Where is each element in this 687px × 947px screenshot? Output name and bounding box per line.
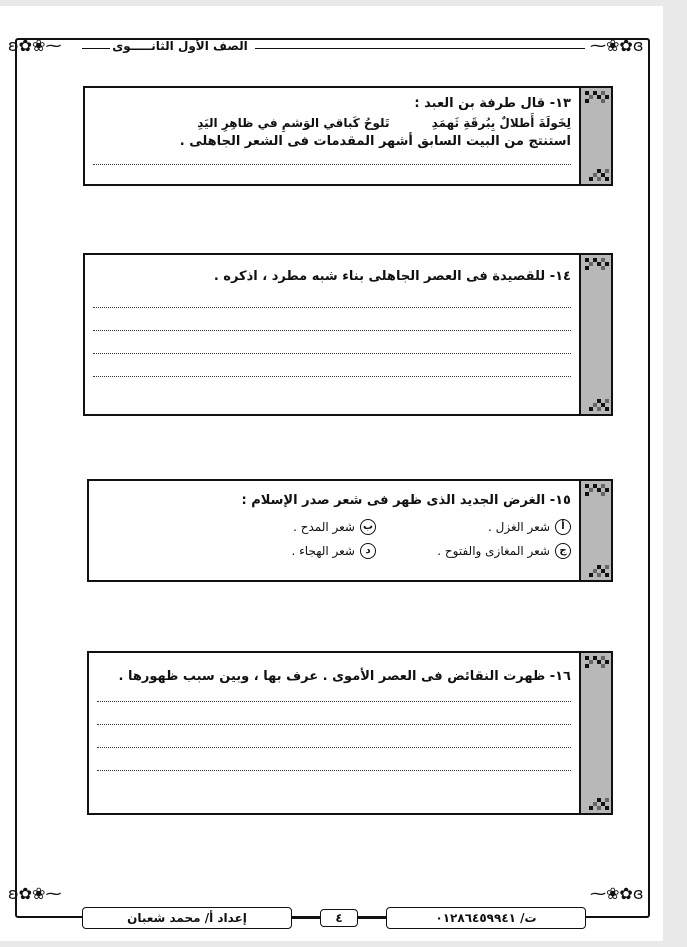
decor-strip xyxy=(579,88,611,184)
answer-line[interactable] xyxy=(97,770,571,771)
answer-line[interactable] xyxy=(93,307,571,308)
option-letter-a: أ xyxy=(555,519,571,535)
answer-line[interactable] xyxy=(97,747,571,748)
phone-number: ت/ ٠١٢٨٦٤٥٩٩٤١ xyxy=(386,907,586,929)
corner-ornament-icon: ⁓❀✿ɞ xyxy=(590,884,644,903)
answer-line[interactable] xyxy=(93,376,571,377)
verse-first-half: لِخَولَةَ أَطلالٌ بِبُرقَةِ ثَهمَدِ xyxy=(431,116,571,130)
header-rule xyxy=(255,48,585,49)
corner-ornament-icon: ʚ✿❀⁓ xyxy=(8,884,62,903)
option-a[interactable] xyxy=(396,517,571,537)
question-16-box xyxy=(87,651,613,815)
question-14-box xyxy=(83,253,613,416)
answer-line[interactable] xyxy=(93,353,571,354)
page-sheet xyxy=(0,6,663,941)
question-16-title: ١٦- ظهرت النقائض فى العصر الأموى . عرف بها ، وبين سبب ظهورها . xyxy=(118,669,571,684)
footer-rule xyxy=(292,918,320,919)
option-letter-b: ب xyxy=(360,519,376,535)
option-text: شعر الهجاء . xyxy=(291,544,355,558)
option-d[interactable] xyxy=(201,541,376,561)
option-letter-c: ج xyxy=(555,543,571,559)
question-15-box xyxy=(87,479,613,582)
answer-line[interactable] xyxy=(97,701,571,702)
option-c[interactable] xyxy=(396,541,571,561)
answer-line[interactable] xyxy=(93,330,571,331)
answer-line[interactable] xyxy=(97,724,571,725)
poem-verse xyxy=(93,114,571,132)
question-15-title: ١٥- الغرض الجديد الذى ظهر فى شعر صدر الإسلام : xyxy=(241,493,571,508)
decor-strip xyxy=(579,481,611,580)
question-13-prompt: استنتج من البيت السابق أشهر المقدمات فى الشعر الجاهلى . xyxy=(179,134,571,149)
question-13-title: ١٣- قال طرفة بن العبد : xyxy=(414,96,571,111)
answer-line[interactable] xyxy=(93,164,571,165)
footer-rule xyxy=(358,918,386,919)
option-letter-d: د xyxy=(360,543,376,559)
option-text: شعر المغازى والفتوح . xyxy=(437,544,550,558)
corner-ornament-icon: ⁓❀✿ɞ xyxy=(590,36,644,55)
decor-strip xyxy=(579,255,611,414)
header-title: الصف الأول الثانـــــوى xyxy=(112,39,248,53)
option-text: شعر الغزل . xyxy=(487,520,550,534)
page-number: ٤ xyxy=(320,909,358,927)
option-text: شعر المدح . xyxy=(293,520,355,534)
question-14-title: ١٤- للقصيدة فى العصر الجاهلى بناء شبه مطرد ، اذكره . xyxy=(213,269,571,284)
option-b[interactable] xyxy=(201,517,376,537)
author-credit: إعداد أ/ محمد شعبان xyxy=(82,907,292,929)
corner-ornament-icon: ʚ✿❀⁓ xyxy=(8,36,62,55)
verse-second-half: تَلوحُ كَباقي الوَشمِ في ظاهِرِ اليَدِ xyxy=(197,116,390,130)
question-13-box xyxy=(83,86,613,186)
header-rule xyxy=(82,48,110,49)
decor-strip xyxy=(579,653,611,813)
